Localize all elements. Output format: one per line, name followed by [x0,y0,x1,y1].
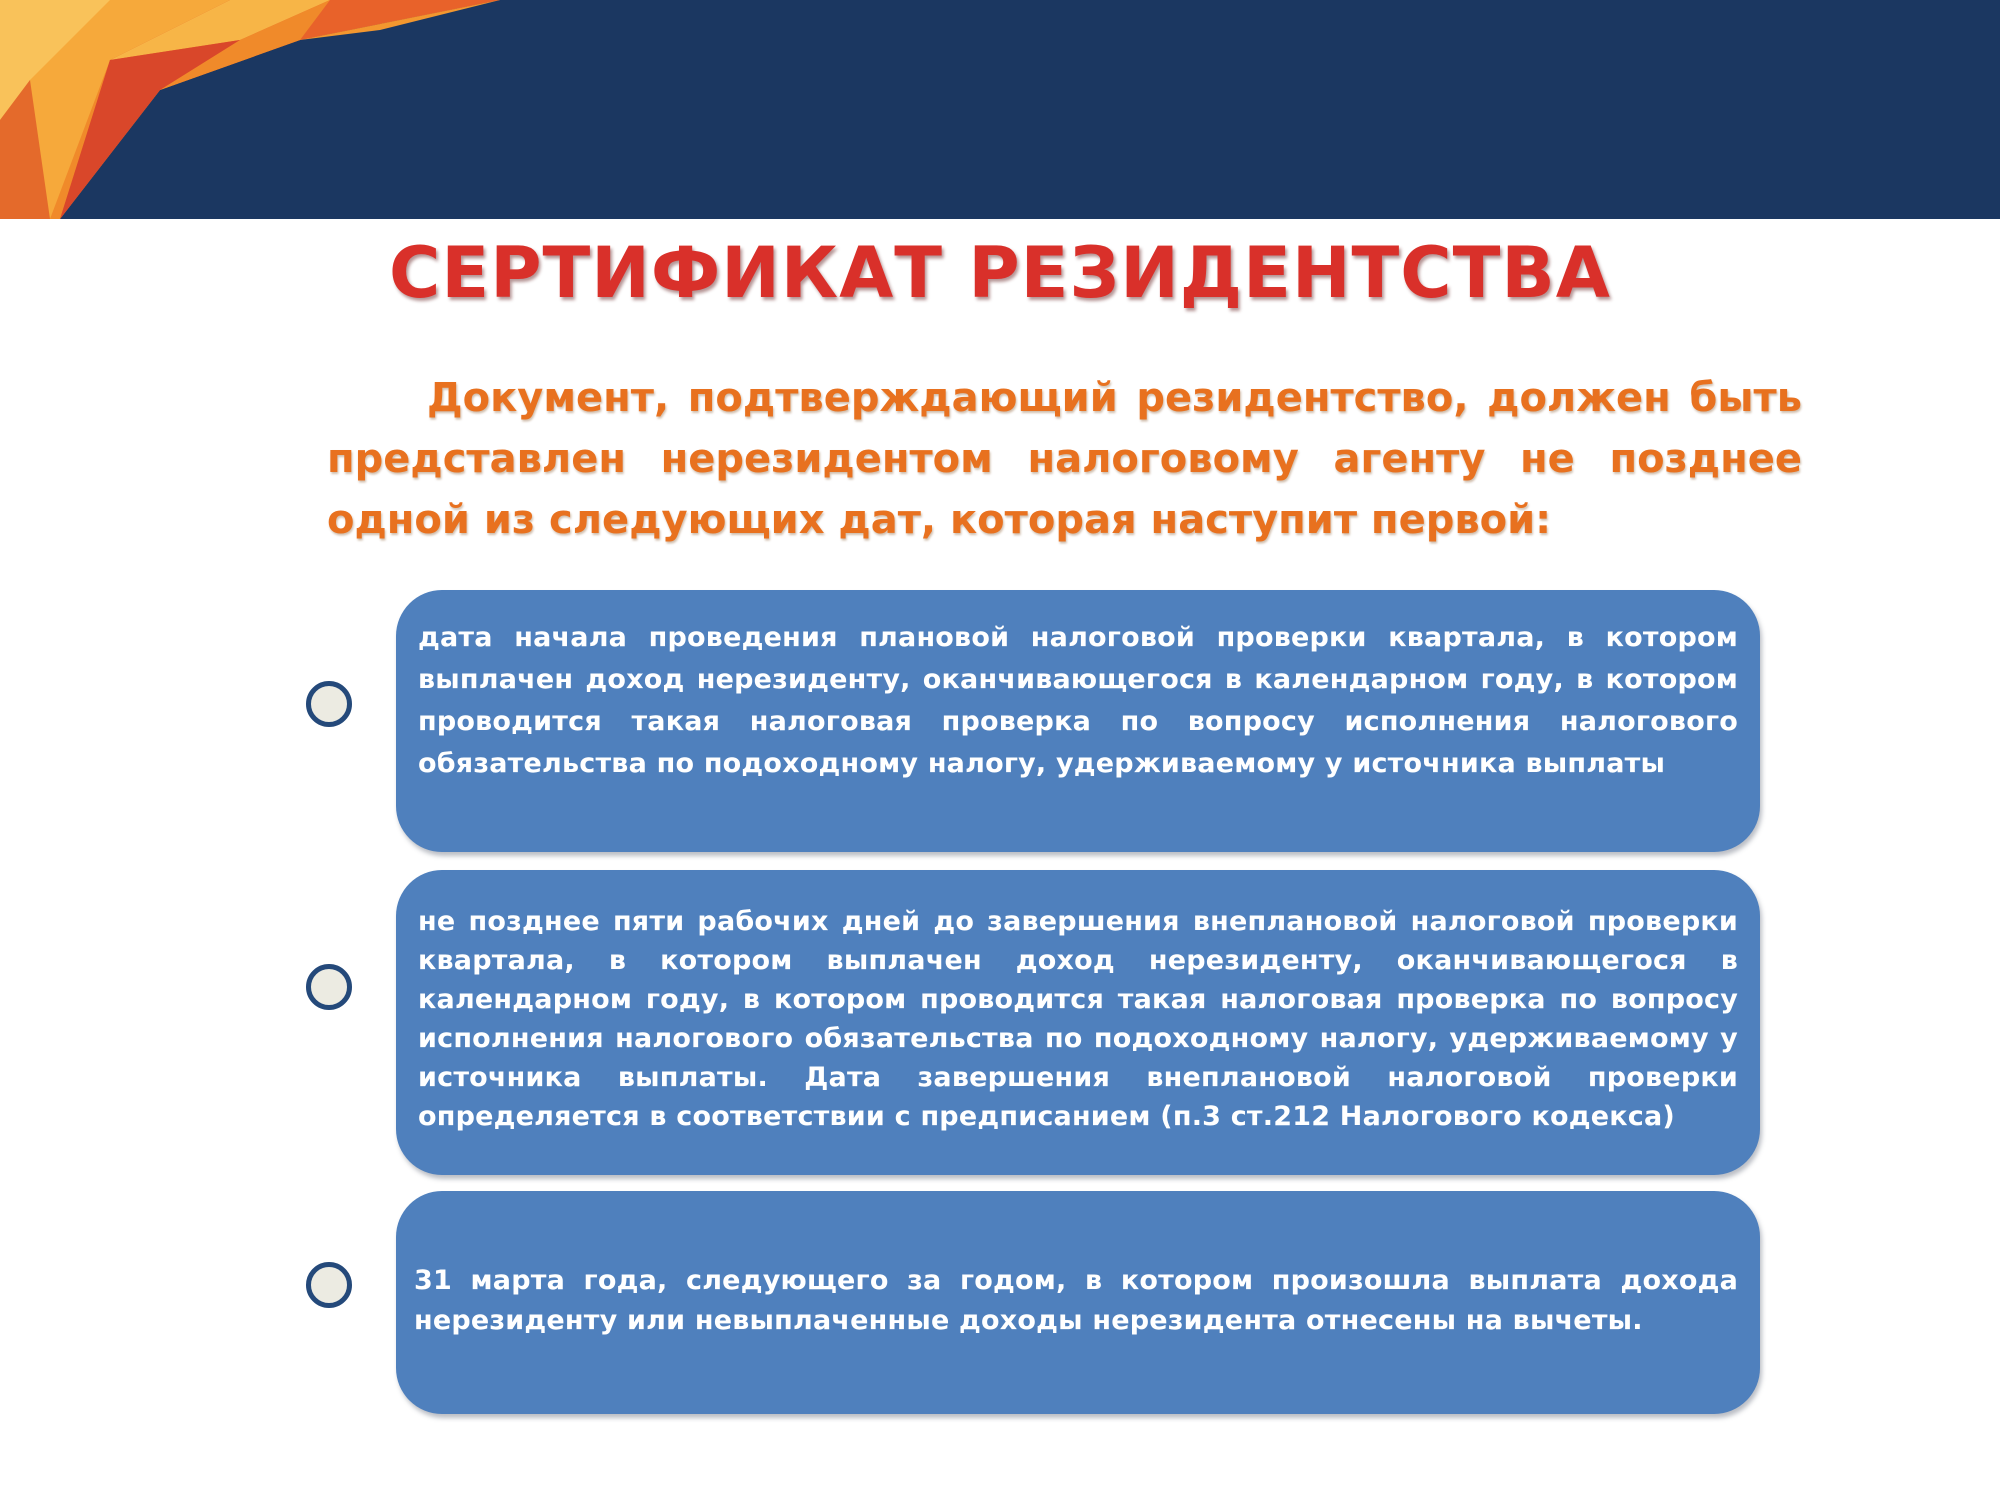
condition-card-3 [396,1191,1760,1414]
condition-text-1: дата начала проведения плановой налоговой проверки квартала, в котором выплачен доход нерезиденту, оканчивающегося в календарном году, в котором проводится такая налоговая проверка по вопросу исполнения налогового обязательства по подоходному налогу, удерживаемому у источника выплаты [418,622,1738,779]
slide-title: СЕРТИФИКАТ РЕЗИДЕНТСТВА [389,232,1611,314]
condition-text-2: не позднее пяти рабочих дней до завершения внеплановой налоговой проверки квартала, в котором выплачен доход нерезиденту, оканчивающегося в календарном году, в котором проводится такая налоговая проверка по вопросу исполнения налогового обязательства по подоходному налогу, удерживаемому у источника выплаты. Дата завершения внеплановой налоговой проверки определяется в соответствии с предписанием (п.3 ст.212 Налогового кодекса) [418,906,1738,1132]
intro-paragraph: Документ, подтверждающий резидентство, должен быть представлен нерезидентом налоговому агенту не позднее одной из следующих дат, которая наступит первой: [327,375,1802,543]
condition-text-3: 31 марта года, следующего за годом, в котором произошла выплата дохода нерезиденту или невыплаченные доходы нерезидента отнесены на вычеты. [414,1265,1738,1336]
condition-card-1 [396,590,1760,852]
circle-bullet-icon [306,1262,352,1308]
header-geometric-decoration [0,0,2000,219]
circle-bullet-icon [306,681,352,727]
circle-bullet-icon [306,964,352,1010]
condition-card-2 [396,870,1760,1175]
